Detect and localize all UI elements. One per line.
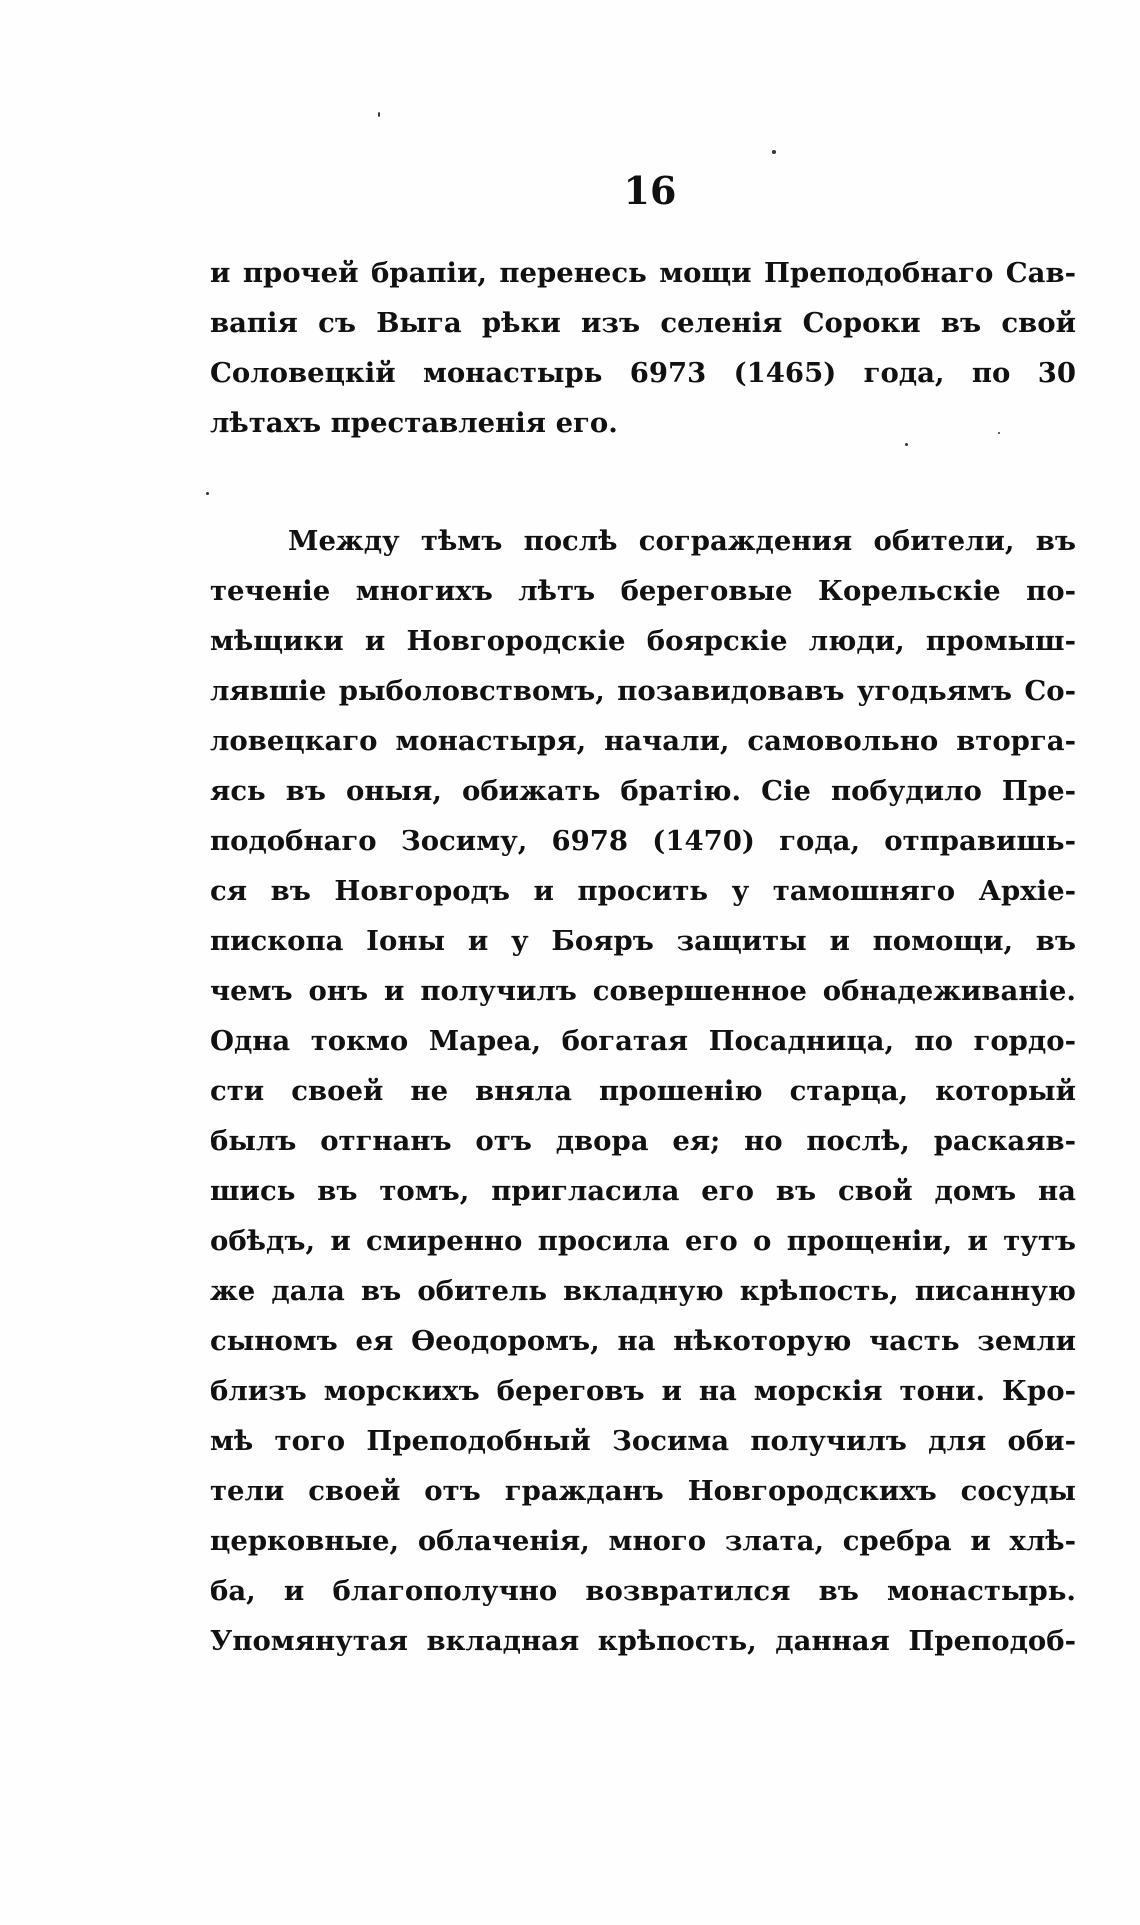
text-line: близъ морскихъ береговъ и на морскія тони. Кро- <box>210 1375 1076 1407</box>
text-line: Соловецкій монастырь 6973 (1465) года, по 30 <box>210 357 1076 389</box>
text-line: лѣтахъ преставленія его. <box>210 407 618 439</box>
page-number: 16 <box>623 168 677 213</box>
text-line: тели своей отъ гражданъ Новгородскихъ сосуды <box>210 1475 1076 1507</box>
text-line: вапія съ Выга рѣки изъ селенія Сороки въ свой <box>210 307 1076 339</box>
paragraph-1 <box>210 248 1076 448</box>
text-line: лявшіе рыболовствомъ, позавидовавъ угодьямъ Со- <box>210 675 1076 707</box>
text-line: ловецкаго монастыря, начали, самовольно вторга- <box>210 725 1076 757</box>
text-line: сти своей не вняла прошенію старца, который <box>210 1075 1076 1107</box>
text-line: ся въ Новгородъ и просить у тамошняго Архіе- <box>210 875 1076 907</box>
text-line: теченіе многихъ лѣтъ береговые Корельскіе по- <box>210 575 1076 607</box>
print-speck <box>378 112 380 117</box>
print-speck <box>206 492 209 495</box>
text-line: Между тѣмъ послѣ сограждения обители, въ <box>288 525 1076 557</box>
text-line: былъ отгнанъ отъ двора ея; но послѣ, раскаяв- <box>210 1125 1076 1157</box>
text-line: церковные, облаченія, много злата, сребра и хлѣ- <box>210 1525 1076 1557</box>
text-line: мѣ того Преподобный Зосима получилъ для оби- <box>210 1425 1076 1457</box>
text-line: мѣщики и Новгородскіе боярскіе люди, промыш- <box>210 625 1076 657</box>
print-speck <box>772 150 776 154</box>
print-speck <box>905 443 908 446</box>
text-line: пископа Іоны и у Бояръ защиты и помощи, въ <box>210 925 1076 957</box>
text-line: и прочей брапіи, перенесь мощи Преподобнаго Сав- <box>210 257 1076 289</box>
text-line: же дала въ обитель вкладную крѣпость, писанную <box>210 1275 1076 1307</box>
paragraph-2 <box>210 516 1076 1666</box>
text-line: ясь въ оныя, обижать братію. Сіе побудило Пре- <box>210 775 1076 807</box>
text-line: подобнаго Зосиму, 6978 (1470) года, отправишь- <box>210 825 1076 857</box>
text-line: шись въ томъ, пригласила его въ свой домъ на <box>210 1175 1076 1207</box>
text-line: сыномъ ея Өеодоромъ, на нѣкоторую часть земли <box>210 1325 1076 1357</box>
text-line: ба, и благополучно возвратился въ монастырь. <box>210 1575 1076 1607</box>
text-line: чемъ онъ и получилъ совершенное обнадеживаніе. <box>210 975 1076 1007</box>
text-line: Одна токмо Мареа, богатая Посадница, по гордо- <box>210 1025 1076 1057</box>
text-line: обѣдъ, и смиренно просила его о прощеніи, и тутъ <box>210 1225 1076 1257</box>
print-speck <box>998 432 1000 434</box>
text-line: Упомянутая вкладная крѣпость, данная Преподоб- <box>210 1625 1076 1657</box>
